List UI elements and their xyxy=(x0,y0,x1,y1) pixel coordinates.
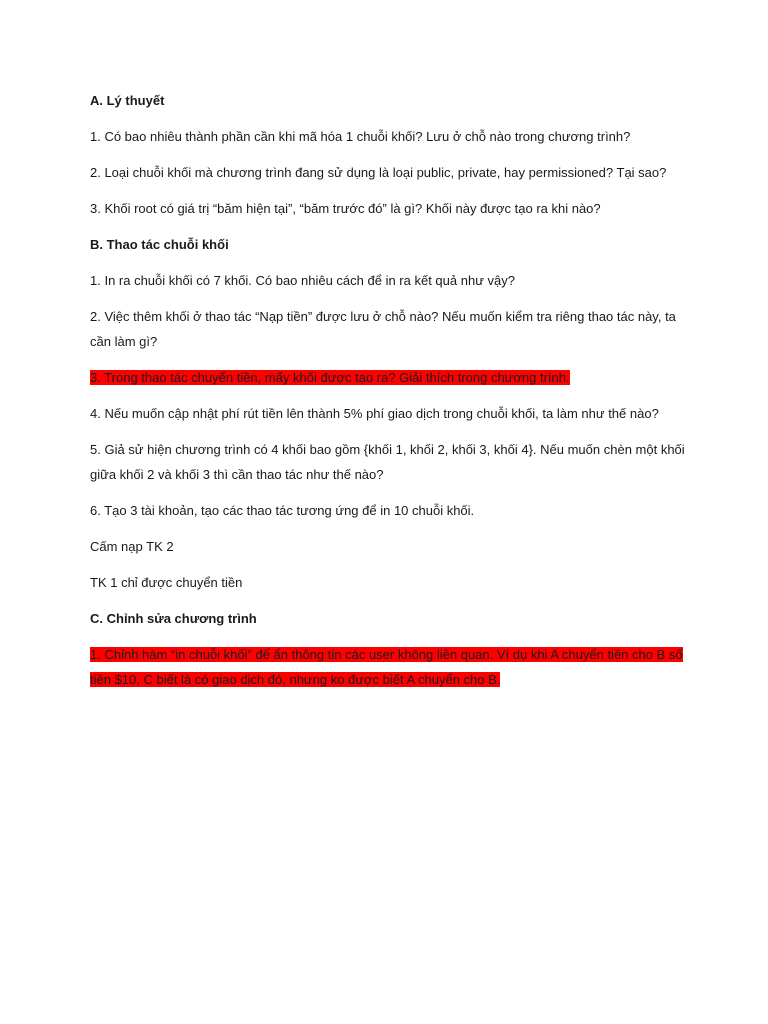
section-b-question-5 xyxy=(90,437,690,487)
highlighted-text: 1. Chỉnh hàm “in chuỗi khối” để ẩn thông tin các user không liên quan. Ví dụ khi A chuyển tiền cho B số xyxy=(90,647,683,662)
highlighted-text: tiền $10, C biết là có giao dịch đó, nhưng ko được biết A chuyển cho B. xyxy=(90,672,501,687)
section-c-question-1-line-1 xyxy=(90,642,690,667)
section-b-note-1: Cấm nạp TK 2 xyxy=(90,539,174,554)
section-b-question-2-line-2: cần làm gì? xyxy=(90,334,158,349)
section-b-question-4: 4. Nếu muốn cập nhật phí rút tiền lên thành 5% phí giao dịch trong chuỗi khối, ta làm như thế nào? xyxy=(90,406,659,421)
section-b-question-5-line-2: giữa khối 2 và khối 3 thì cần thao tác như thế nào? xyxy=(90,467,384,482)
highlighted-text: 3. Trong thao tác chuyển tiền, mấy khối được tạo ra? Giải thích trong chương trình. xyxy=(90,370,570,385)
section-c-question-1-highlighted xyxy=(90,642,690,692)
section-a-question-3: 3. Khối root có giá trị “băm hiện tại”, “băm trước đó” là gì? Khối này được tạo ra khi nào? xyxy=(90,201,601,216)
section-b-question-2-line-1: 2. Việc thêm khối ở thao tác “Nạp tiền” được lưu ở chỗ nào? Nếu muốn kiểm tra riêng thao tác này, ta xyxy=(90,309,676,324)
section-b-heading: B. Thao tác chuỗi khối xyxy=(90,237,229,252)
section-c-question-1-line-2 xyxy=(90,667,690,692)
document-page xyxy=(90,88,690,703)
section-b-question-6: 6. Tạo 3 tài khoản, tạo các thao tác tương ứng để in 10 chuỗi khối. xyxy=(90,503,475,518)
section-b-question-1: 1. In ra chuỗi khối có 7 khối. Có bao nhiêu cách để in ra kết quả như vậy? xyxy=(90,273,515,288)
section-b-note-2: TK 1 chỉ được chuyển tiền xyxy=(90,575,243,590)
section-b-question-5-line-1: 5. Giả sử hiện chương trình có 4 khối bao gồm {khối 1, khối 2, khối 3, khối 4}. Nếu muốn chèn một khối xyxy=(90,442,685,457)
section-b-question-3-highlighted xyxy=(90,365,690,390)
section-a-heading: A. Lý thuyết xyxy=(90,93,165,108)
section-c-heading: C. Chỉnh sửa chương trình xyxy=(90,611,257,626)
section-a-question-1: 1. Có bao nhiêu thành phần cần khi mã hóa 1 chuỗi khối? Lưu ở chỗ nào trong chương trình? xyxy=(90,129,631,144)
section-a-question-2: 2. Loại chuỗi khối mà chương trình đang sử dụng là loại public, private, hay permissioned? Tại sao? xyxy=(90,165,667,180)
section-b-question-2 xyxy=(90,304,690,354)
